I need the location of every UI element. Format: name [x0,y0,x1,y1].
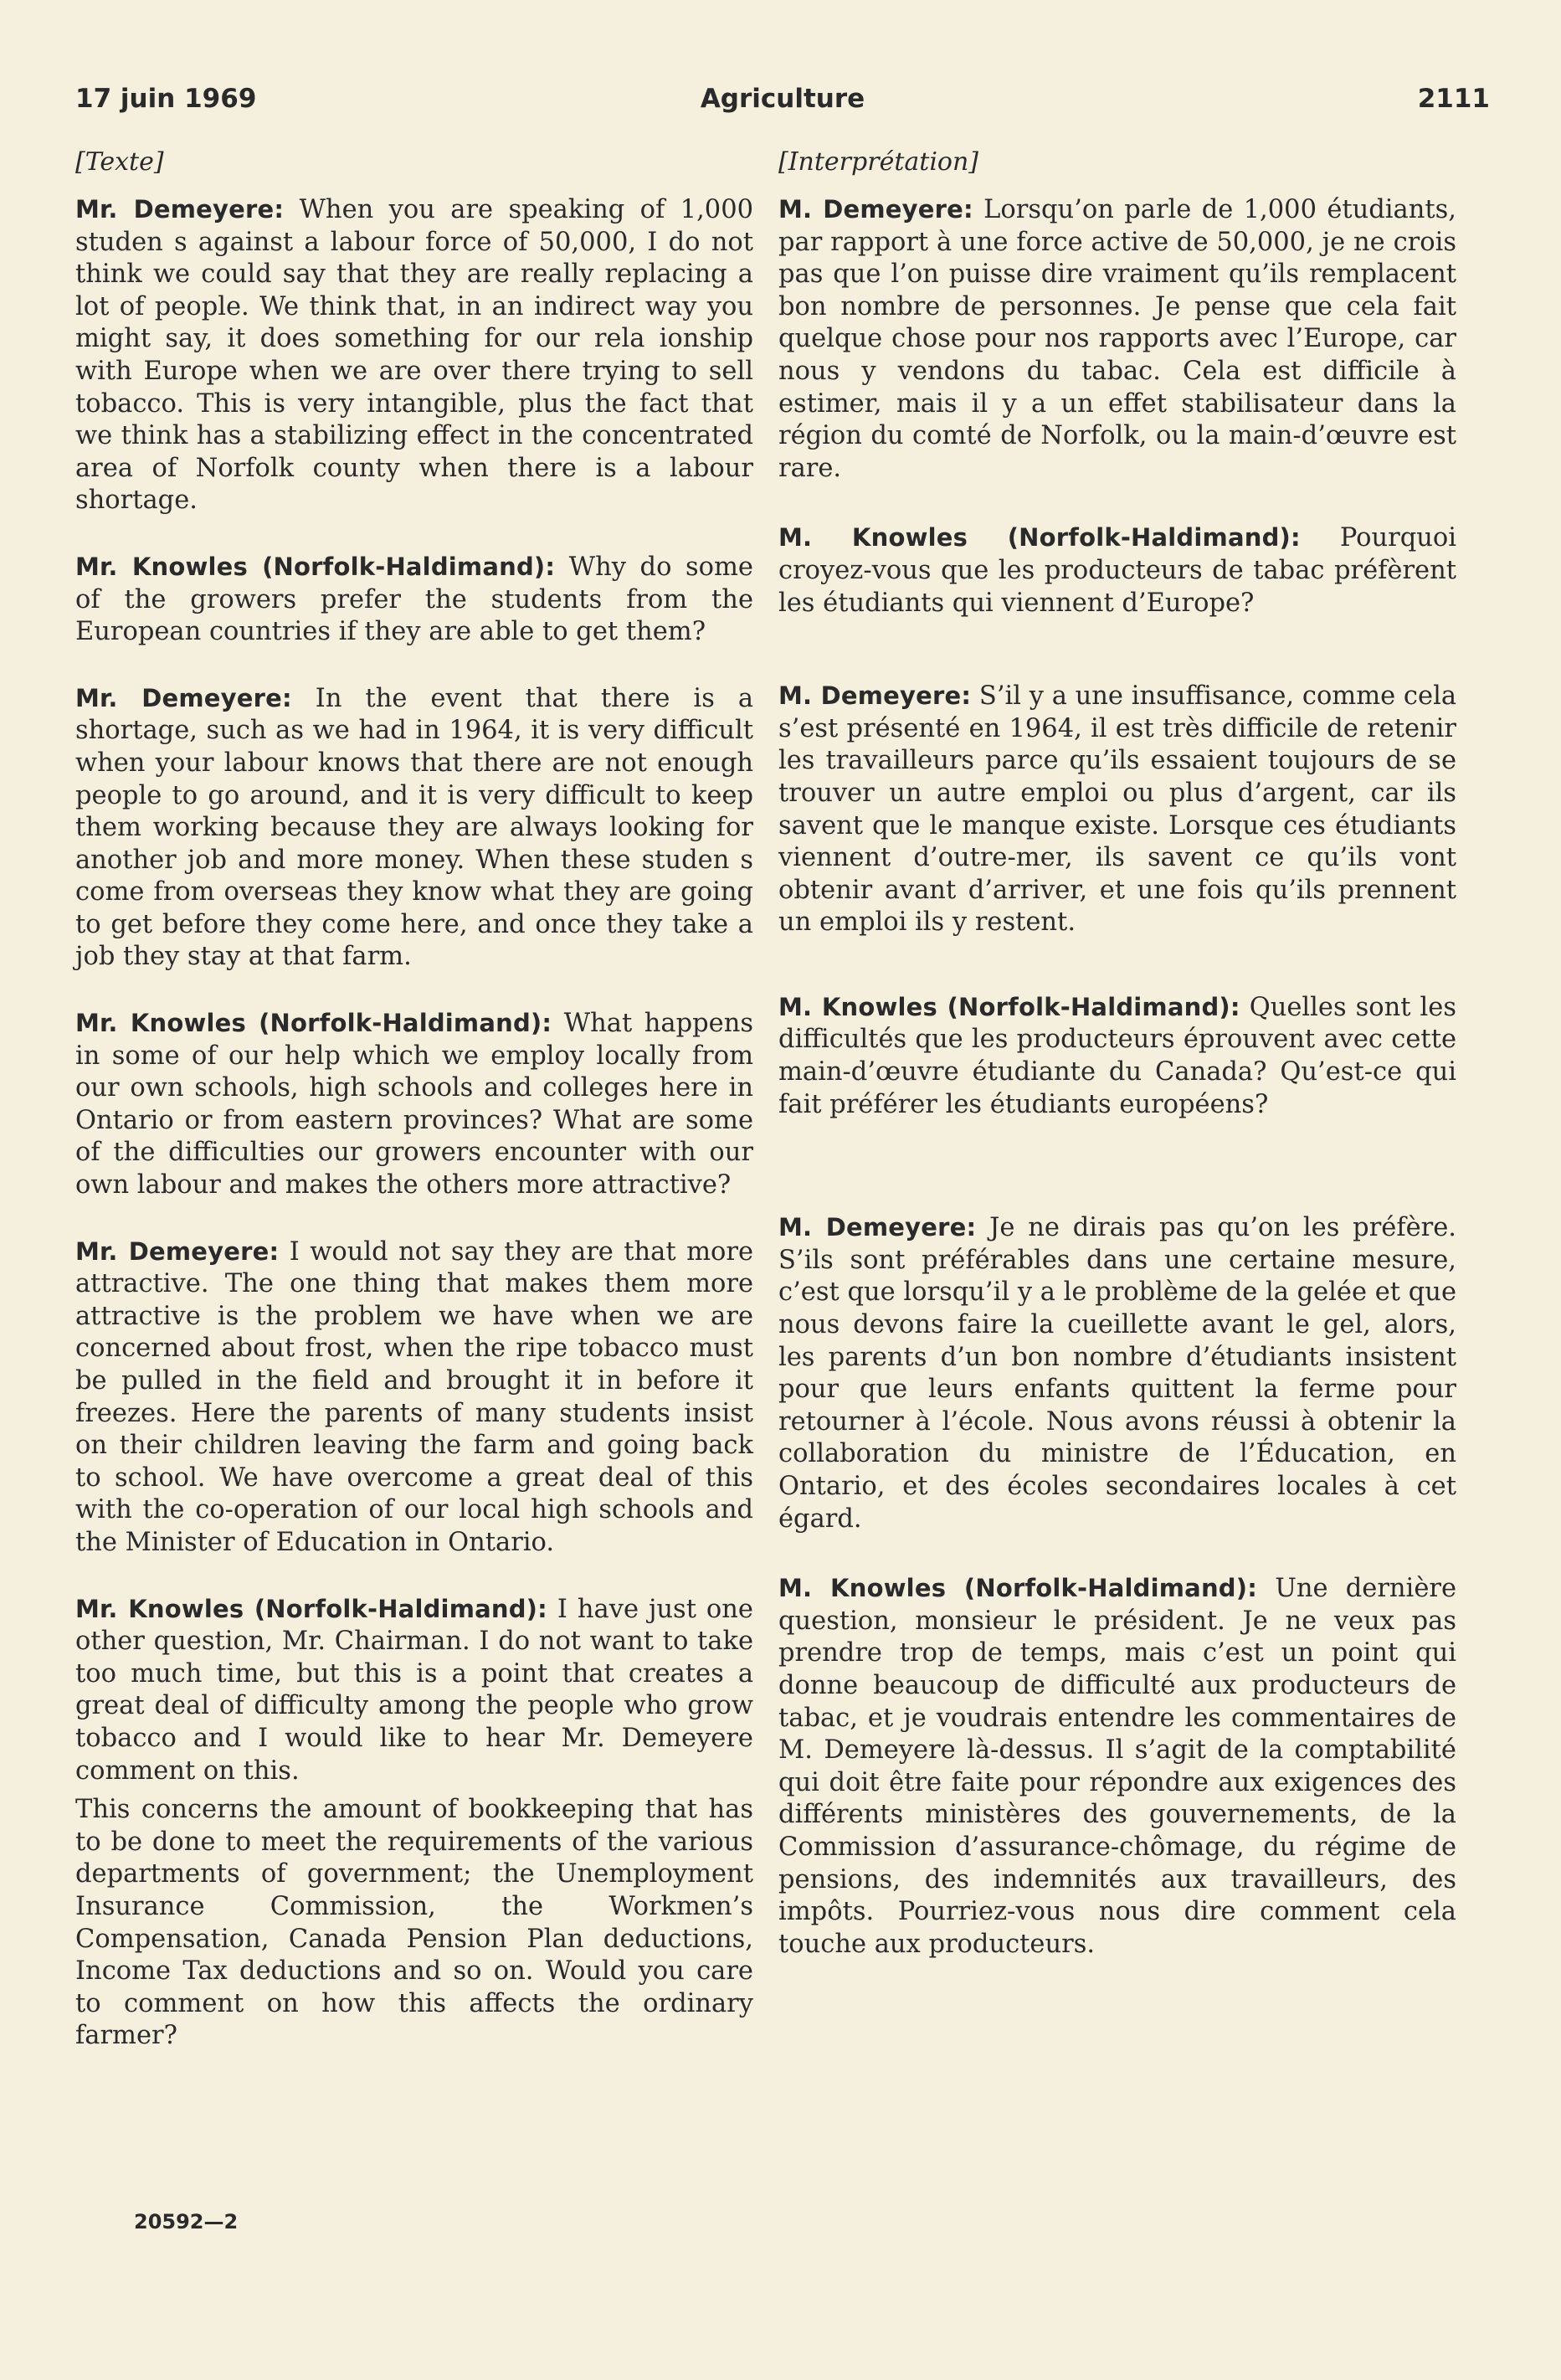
speech-text: I have just one other question, Mr. Chairman. I do not want to take too much time, but this is a point that creates a great deal of difficulty among the people who grow tobacco and I would like to hear Mr. Demeyere comment on this. [75,1594,753,1786]
french-paragraph [778,680,1456,939]
speaker-name: M. Knowles (Norfolk-Haldimand): [778,992,1240,1021]
french-paragraph [778,193,1456,485]
speaker-name: Mr. Demeyere: [75,1236,280,1266]
speaker-name: Mr. Demeyere: [75,683,292,712]
speaker-name: Mr. Knowles (Norfolk-Haldimand): [75,1594,547,1623]
english-label: [Texte] [75,147,164,177]
english-paragraph [75,551,753,649]
speech-text: Why do some of the growers prefer the students from the European countries if they are able to get them? [75,552,753,647]
speaker-name: Mr. Demeyere: [75,195,285,224]
speaker-name: M. Knowles (Norfolk-Haldimand): [778,523,1301,553]
french-paragraph [778,522,1456,619]
header-page-number: 2111 [1417,84,1490,114]
speaker-name: M. Demeyere: [778,195,973,224]
speech-text: Quelles sont les difficultés que les producteurs éprouvent avec cette main-d’œuvre étudiante du Canada? Qu’est-ce qui fait préférer les étudiants européens? [778,992,1456,1119]
speech-text: Pourquoi croyez-vous que les producteurs de tabac préfèrent les étudiants qui viennent d’Europe? [778,523,1456,618]
page-header [75,84,1490,126]
header-date: 17 juin 1969 [75,84,257,114]
speech-text: Lorsqu’on parle de 1,000 étudiants, par rapport à une force active de 50,000, je ne crois pas que l’on puisse dire vraiment qu’ils remplacent bon nombre de personnes. Je pense que cela fait quelque chose pour nos rapports avec l’Europe, car nous y vendons du tabac. Cela est difficile à estimer, mais il y a un effet stabilisateur dans la région du comté de Norfolk, ou la main-d’œuvre est rare. [778,195,1456,483]
english-paragraph [75,1236,753,1560]
french-paragraph [778,991,1456,1121]
english-paragraph [75,193,753,517]
speech-text: I would not say they are that more attractive. The one thing that makes them more attractive is the problem we have when we are concerned about frost, when the ripe tobacco must be pulled in the field and brought it in before it freezes. Here the parents of many students insist on their children leaving the farm and going back to school. We have overcome a great deal of this with the co-operation of our local high schools and the Minister of Education in Ontario. [75,1236,753,1557]
speech-text: Je ne dirais pas qu’on les préfère. S’ils sont préférables dans une certaine mesure, c’est que lorsqu’il y a le problème de la gelée et que nous devons faire la cueillette avant le gel, alors, les parents d’un bon nombre d’étudiants insistent pour que leurs enfants quittent la ferme pour retourner à l’école. Nous avons réussi à obtenir la collaboration du ministre de l’Éducation, en Ontario, et des écoles secondaires locales à cet égard. [778,1213,1456,1534]
french-paragraph [778,1211,1456,1535]
speaker-name: M. Knowles (Norfolk-Haldimand): [778,1574,1258,1603]
speech-text: S’il y a une insuffisance, comme cela s’est présenté en 1964, il est très difficile de retenir les travailleurs parce qu’ils essaient toujours de se trouver un autre emploi ou plus d’argent, car ils savent que le manque existe. Lorsque ces étudiants viennent d’outre-mer, ils savent ce qu’ils vont obtenir avant d’arriver, et une fois qu’ils prennent un emploi ils y restent. [778,681,1457,938]
speech-text: In the event that there is a shortage, such as we had in 1964, it is very difficult when your labour knows that there are not enough people to go around, and it is very difficult to keep them working because they are always looking for another job and more money. When these studen s come from overseas they know what they are going to get before they come here, and once they take a job they stay at that farm. [75,683,753,972]
english-paragraph [75,682,753,974]
french-paragraph [778,1572,1456,1961]
speech-text: What happens in some of our help which we employ locally from our own schools, high schools and colleges here in Ontario or from eastern provinces? What are some of the difficulties our growers encounter with our own labour and makes the others more attractive? [75,1009,753,1200]
speaker-name: Mr. Knowles (Norfolk-Haldimand): [75,1009,552,1038]
speech-text: When you are speaking of 1,000 studen s against a labour force of 50,000, I do not think we could say that they are really replacing a lot of people. We think that, in an indirect way you might say, it does something for our rela ionship with Europe when we are over there trying to sell tobacco. This is very intangible, plus the fact that we think has a stabilizing effect in the concentrated area of Norfolk county when there is a labour shortage. [75,195,754,516]
english-column [75,147,753,2053]
speech-text: Une dernière question, monsieur le président. Je ne veux pas prendre trop de temps, mais c’est un point qui donne beaucoup de difficulté aux producteurs de tabac, et je voudrais entendre les commentaires de M. Demeyere là-dessus. Il s’agit de la comptabilité qui doit être faite pour répondre aux exigences des différents ministères des gouvernements, de la Commission d’assurance-chômage, du régime de pensions, des indemnités aux travailleurs, des impôts. Pourriez-vous nous dire comment cela touche aux producteurs. [778,1574,1456,1959]
speaker-name: Mr. Knowles (Norfolk-Haldimand): [75,552,556,581]
french-label: [Interprétation] [778,147,979,177]
english-continuation-paragraph: This concerns the amount of bookkeeping that has to be done to meet the requirements of the various departments of government; the Unemployment Insurance Commission, the Workmen’s Compensation, Canada Pension Plan deductions, Income Tax deductions and so on. Would you care to comment on how this affects the ordinary farmer? [75,1795,753,2051]
speaker-name: M. Demeyere: [778,1213,977,1242]
header-section: Agriculture [700,84,865,114]
english-paragraph [75,1593,753,1788]
french-column [778,147,1456,1961]
speaker-name: M. Demeyere: [778,681,972,711]
english-paragraph [75,1007,753,1202]
footer-code: 20592—2 [134,2210,239,2233]
